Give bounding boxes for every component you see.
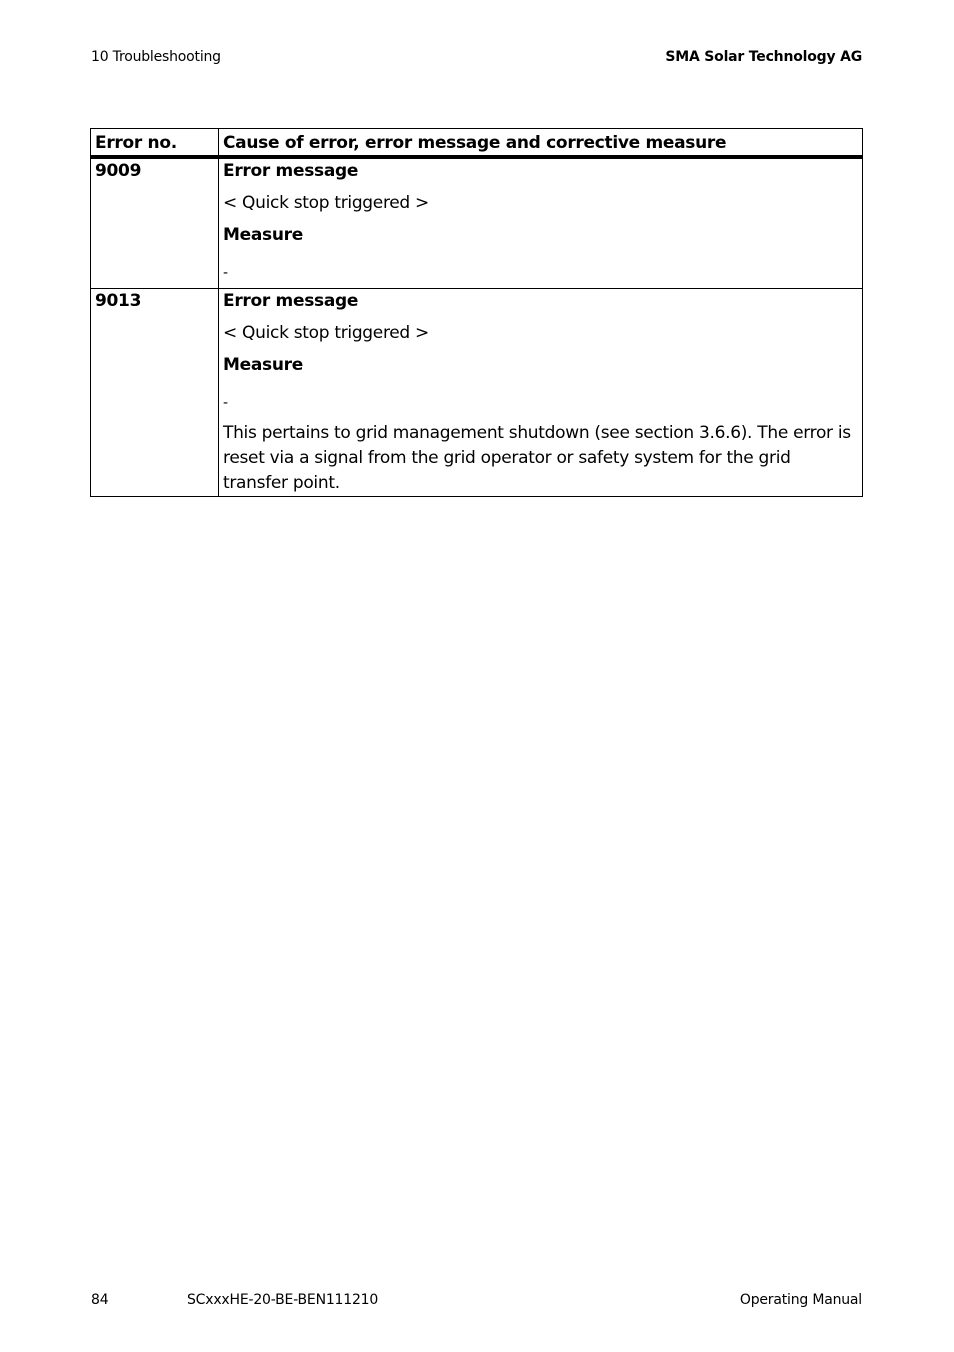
header-company-name: SMA Solar Technology AG	[665, 49, 862, 65]
measure-text: -	[223, 265, 228, 281]
column-header-cause: Cause of error, error message and corrective measure	[219, 129, 863, 158]
document-code: SCxxxHE-20-BE-BEN111210	[187, 1292, 379, 1308]
measure-note: This pertains to grid management shutdown (see section 3.6.6). The error is reset via a signal from the grid operator or safety system for the grid transfer point.	[223, 422, 851, 493]
measure-text: -	[223, 394, 228, 411]
error-cause-cell	[219, 157, 863, 288]
error-number: 9013	[91, 288, 219, 496]
error-table	[90, 128, 863, 497]
measure-label: Measure	[223, 225, 303, 245]
error-message-label: Error message	[223, 161, 359, 181]
page-number: 84	[91, 1292, 109, 1308]
error-number: 9009	[91, 157, 219, 288]
error-cause-cell	[219, 288, 863, 496]
header-section-title: 10 Troubleshooting	[91, 49, 221, 65]
error-message-text: < Quick stop triggered >	[223, 193, 429, 213]
column-header-error-no: Error no.	[91, 129, 219, 158]
error-message-label: Error message	[223, 290, 359, 311]
error-message-text: < Quick stop triggered >	[223, 322, 429, 343]
table-row	[91, 157, 863, 288]
table-row	[91, 288, 863, 496]
measure-label: Measure	[223, 354, 303, 375]
table-header-row	[91, 129, 863, 158]
manual-type: Operating Manual	[739, 1292, 862, 1308]
